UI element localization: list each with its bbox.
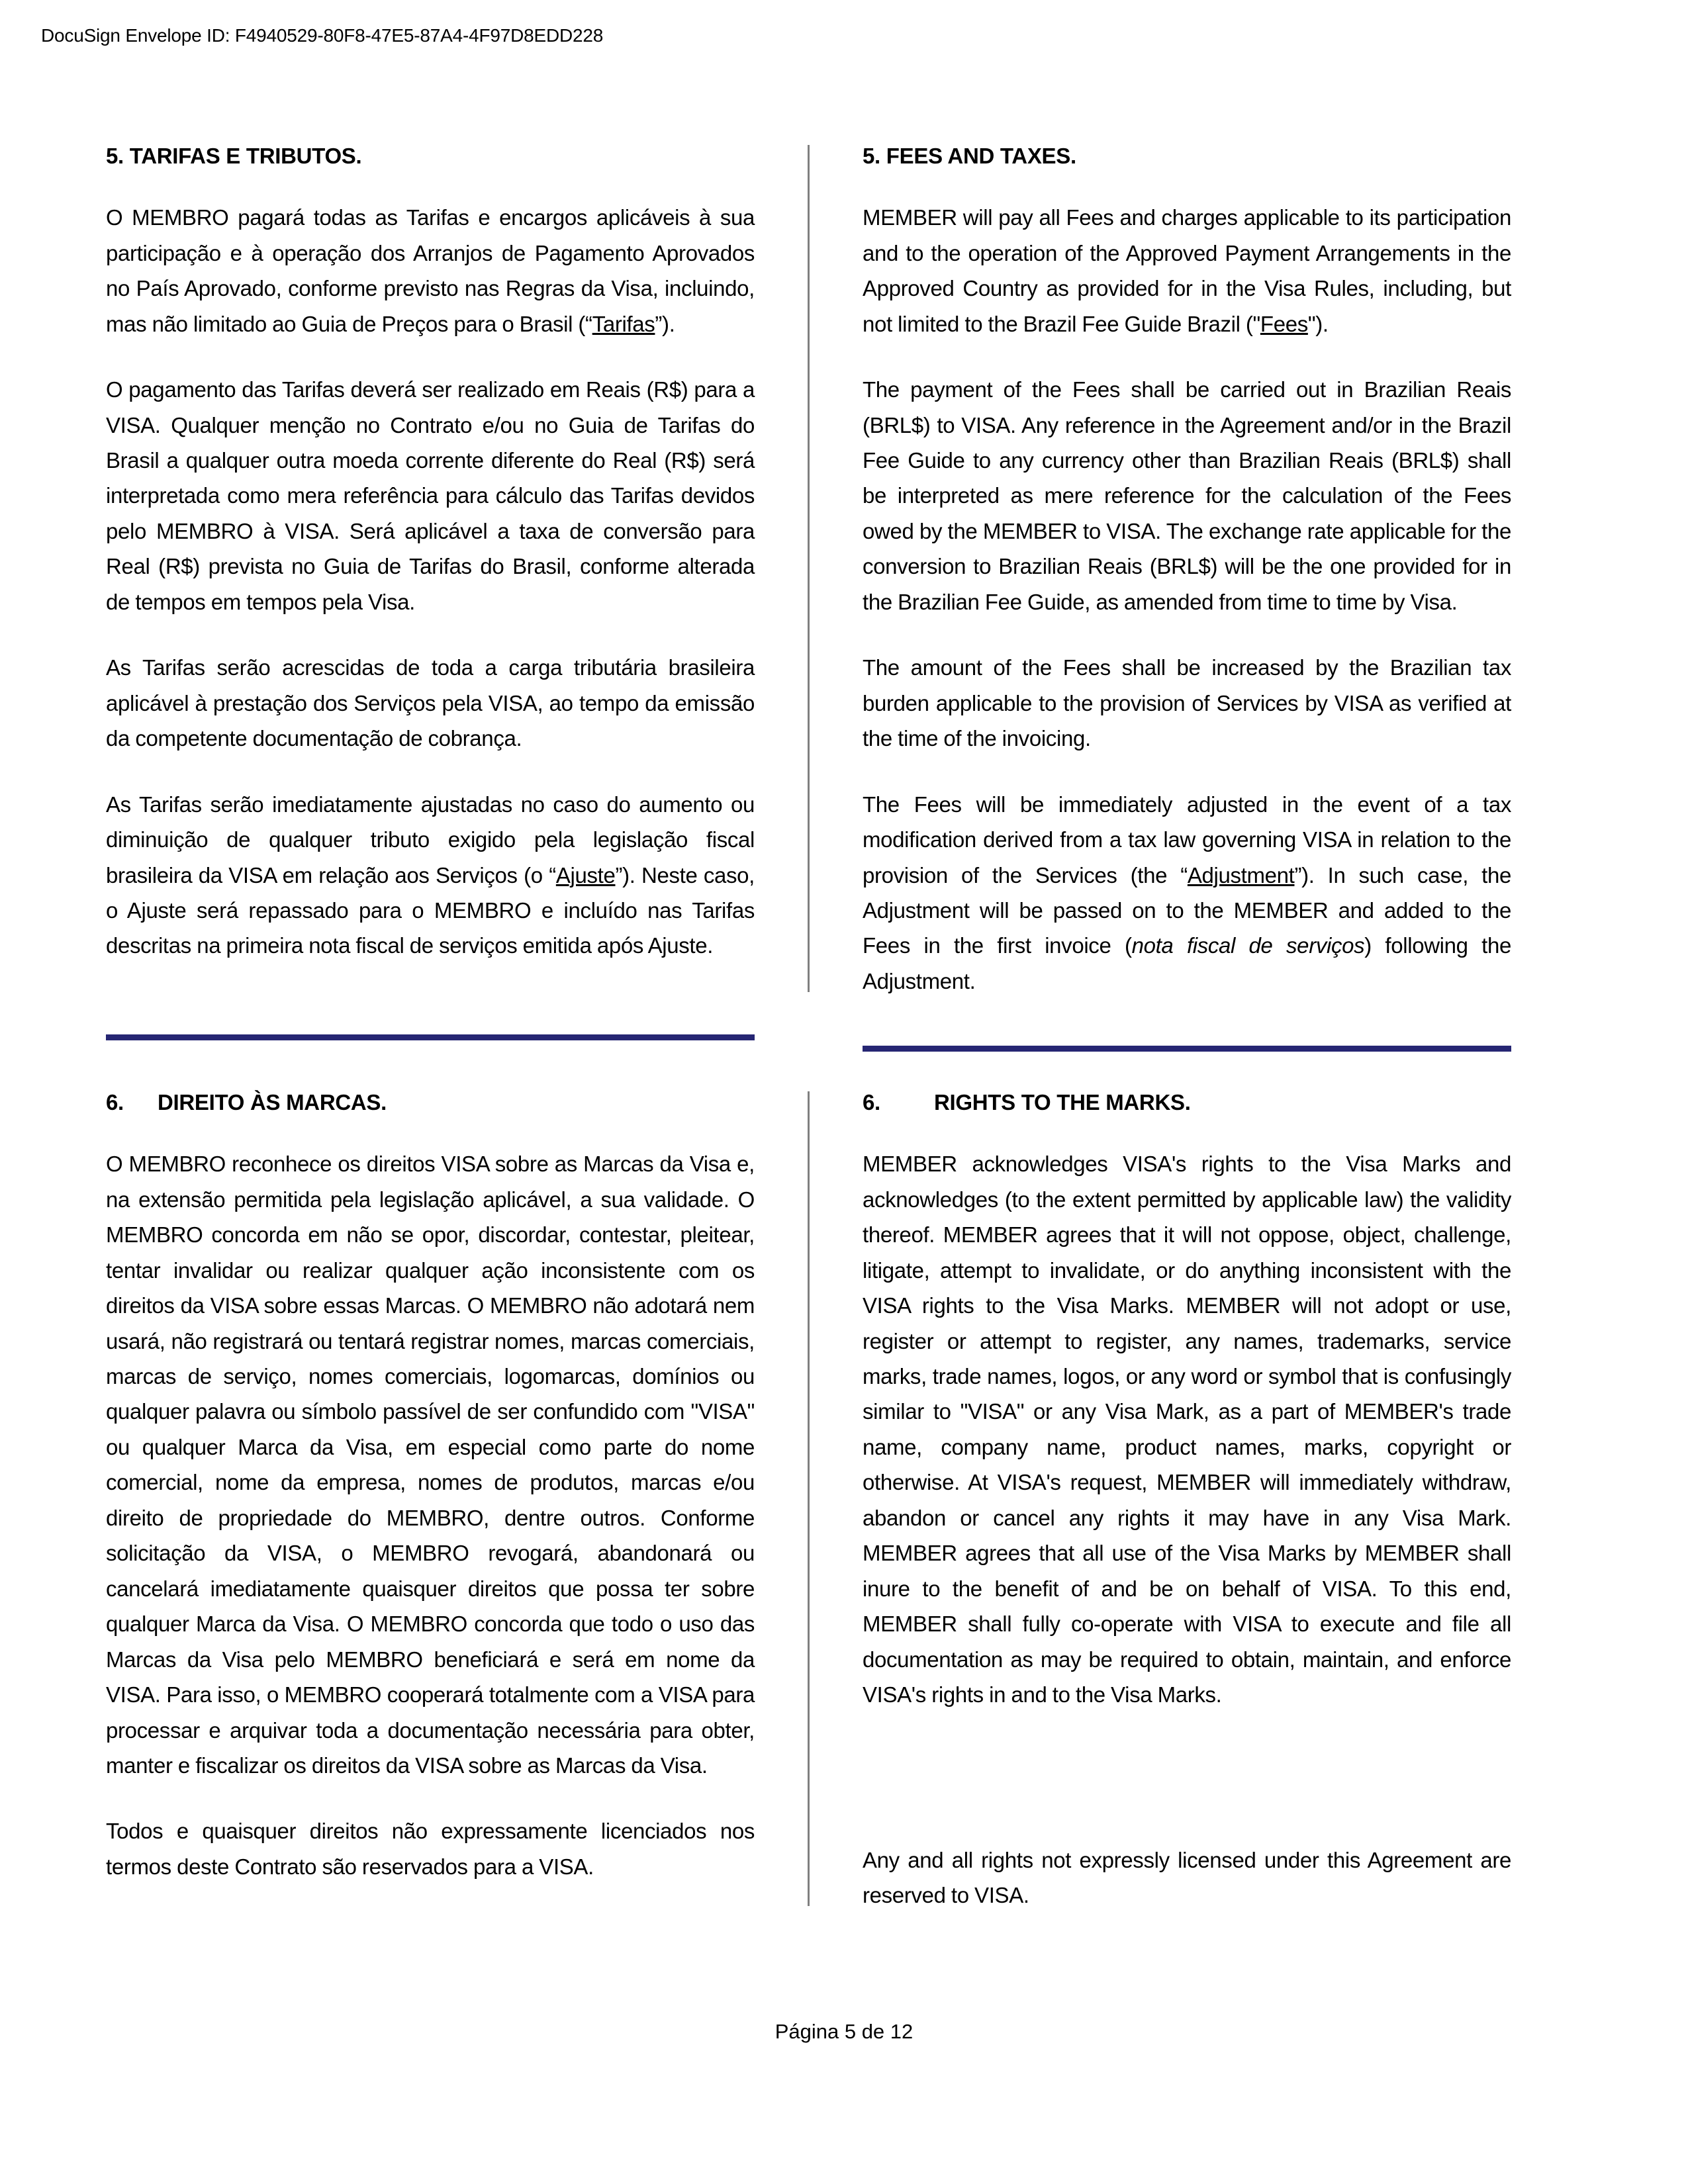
section-5-en-paragraph-1: MEMBER will pay all Fees and charges applicable to its participation and to the operation of the Approved Payment Arrangements in the Approved Country as provided for in the Visa Rules, including, but not limited to the Brazil Fee Guide Brazil ("Fees").	[863, 205, 1511, 336]
section-6-en-paragraph-2: Any and all rights not expressly licensed under this Agreement are reserved to VISA.	[863, 1847, 1511, 1907]
defined-term-tarifas: Tarifas	[592, 311, 655, 336]
section-5-pt-paragraph-3: As Tarifas serão acrescidas de toda a carga tributária brasileira aplicável à prestação dos Serviços pela VISA, ao tempo da emissão da competente documentação de cobrança.	[106, 655, 755, 751]
docusign-envelope-id: DocuSign Envelope ID: F4940529-80F8-47E5-87A4-4F97D8EDD228	[41, 25, 604, 46]
section-5-en-paragraph-2: The payment of the Fees shall be carried out in Brazilian Reais (BRL$) to VISA. Any reference in the Agreement and/or in the Brazil Fee Guide to any currency other than Brazilian Reais (BRL$) shall be interpreted as mere reference for the calculation of the Fees owed by the MEMBER to VISA. The exchange rate applicable for the conversion to Brazilian Reais (BRL$) will be the one provided for in the Brazilian Fee Guide, as amended from time to time by Visa.	[863, 377, 1511, 614]
blue-rule-left	[106, 1034, 755, 1040]
blue-rule-right	[863, 1046, 1511, 1052]
section-5-columns	[106, 142, 1595, 999]
rule-cell-right-filled	[810, 1046, 1511, 1052]
right-column-spacer	[863, 1743, 1511, 1843]
rule-cell-left	[106, 1034, 808, 1040]
section-6-english-column	[810, 1089, 1511, 1913]
section-5-pt-paragraph-4: As Tarifas serão imediatamente ajustadas no caso do aumento ou diminuição de qualquer tributo exigido pela legislação fiscal brasileira da VISA em relação aos Serviços (o “Ajuste”). Neste caso, o Ajuste será repassado para o MEMBRO e incluído nas Tarifas descritas na primeira nota fiscal de serviços emitida após Ajuste.	[106, 792, 755, 958]
section-5-en-paragraph-4: The Fees will be immediately adjusted in the event of a tax modification derived from a tax law governing VISA in relation to the provision of the Services (the “Adjustment”). In such case, the Adjustment will be passed on to the MEMBER and added to the Fees in the first invoice (nota fiscal de serviços) following the Adjustment.	[863, 792, 1511, 993]
rule-cell-right	[810, 1034, 1511, 1040]
italic-term-nota-fiscal: nota fiscal de serviços	[1131, 933, 1365, 958]
section-5-english-column	[810, 142, 1511, 999]
section-6-pt-paragraph-2: Todos e quaisquer direitos não expressamente licenciados nos termos deste Contrato são reservados para a VISA.	[106, 1819, 755, 1879]
section-5-portuguese-column	[106, 142, 808, 999]
section-5-pt-paragraph-2: O pagamento das Tarifas deverá ser realizado em Reais (R$) para a VISA. Qualquer menção no Contrato e/ou no Guia de Tarifas do Brasil a qualquer outra moeda corrente diferente do Real (R$) será interpretada como mera referência para cálculo das Tarifas devidos pelo MEMBRO à VISA. Será aplicável a taxa de conversão para Real (R$) prevista no Guia de Tarifas do Brasil, conforme alterada de tempos em tempos pela Visa.	[106, 377, 755, 614]
page-footer: Página 5 de 12	[774, 2020, 914, 2043]
section-6-heading-en	[863, 1089, 1511, 1116]
section-6-en-paragraph-1: MEMBER acknowledges VISA's rights to the Visa Marks and acknowledges (to the extent permitted by applicable law) the validity thereof. MEMBER agrees that it will not oppose, object, challenge, litigate, attempt to invalidate, or do anything inconsistent with the VISA rights to the Visa Marks. MEMBER will not adopt or use, register or attempt to register, any names, trademarks, service marks, trade names, logos, or any word or symbol that is confusingly similar to "VISA" or any Visa Mark, as a part of MEMBER's trade name, company name, product names, marks, copyright or otherwise. At VISA's request, MEMBER will immediately withdraw, abandon or cancel any rights it may have in any Visa Mark. MEMBER agrees that all use of the Visa Marks by MEMBER shall inure to the benefit of and be on behalf of VISA. To this end, MEMBER shall fully co-operate with VISA to execute and file all documentation as may be required to obtain, maintain, and enforce VISA's rights in and to the Visa Marks.	[863, 1152, 1511, 1707]
section-6-portuguese-column	[106, 1089, 808, 1913]
section-6-title-pt: DIREITO ÀS MARCAS.	[158, 1090, 387, 1115]
section-5-pt-paragraph-1: O MEMBRO pagará todas as Tarifas e encargos aplicáveis à sua participação e à operação dos Arranjos de Pagamento Aprovados no País Aprovado, conforme previsto nas Regras da Visa, incluindo, mas não limitado ao Guia de Preços para o Brasil (“Tarifas”).	[106, 205, 755, 336]
section-divider-rule-right-row	[106, 1046, 1595, 1052]
section-5-heading-pt: 5. TARIFAS E TRIBUTOS.	[106, 144, 362, 168]
defined-term-ajuste: Ajuste	[555, 862, 616, 887]
section-6-number-en: 6.	[863, 1090, 880, 1115]
defined-term-adjustment: Adjustment	[1187, 862, 1295, 887]
section-5-heading-en: 5. FEES AND TAXES.	[863, 144, 1076, 168]
section-6-number-pt: 6.	[106, 1090, 124, 1115]
section-6-columns	[106, 1089, 1595, 1913]
section-6-title-en: RIGHTS TO THE MARKS.	[934, 1090, 1191, 1115]
section-5-en-paragraph-3: The amount of the Fees shall be increased by the Brazilian tax burden applicable to the provision of Services by VISA as verified at the time of the invoicing.	[863, 655, 1511, 751]
rule-cell-left-empty	[106, 1046, 808, 1052]
section-divider-rule-left-row	[106, 1034, 1595, 1040]
section-6-pt-paragraph-1: O MEMBRO reconhece os direitos VISA sobre as Marcas da Visa e, na extensão permitida pela legislação aplicável, a sua validade. O MEMBRO concorda em não se opor, discordar, contestar, pleitear, tentar invalidar ou realizar qualquer ação inconsistente com os direitos da VISA sobre essas Marcas. O MEMBRO não adotará nem usará, não registrará ou tentará registrar nomes, marcas comerciais, marcas de serviço, nomes comerciais, logomarcas, domínios ou qualquer palavra ou símbolo passível de ser confundido com "VISA" ou qualquer Marca da Visa, em especial como parte do nome comercial, nome da empresa, nomes de produtos, marcas e/ou direito de propriedade do MEMBRO, dentre outros. Conforme solicitação da VISA, o MEMBRO revogará, abandonará ou cancelará imediatamente quaisquer direitos que possa ter sobre qualquer Marca da Visa. O MEMBRO concorda que todo o uso das Marcas da Visa pelo MEMBRO beneficiará e será em nome da VISA. Para isso, o MEMBRO cooperará totalmente com a VISA para processar e arquivar toda a documentação necessária para obter, manter e fiscalizar os direitos da VISA sobre as Marcas da Visa.	[106, 1152, 755, 1778]
defined-term-fees: Fees	[1260, 311, 1308, 336]
section-6-heading-pt	[106, 1089, 755, 1116]
